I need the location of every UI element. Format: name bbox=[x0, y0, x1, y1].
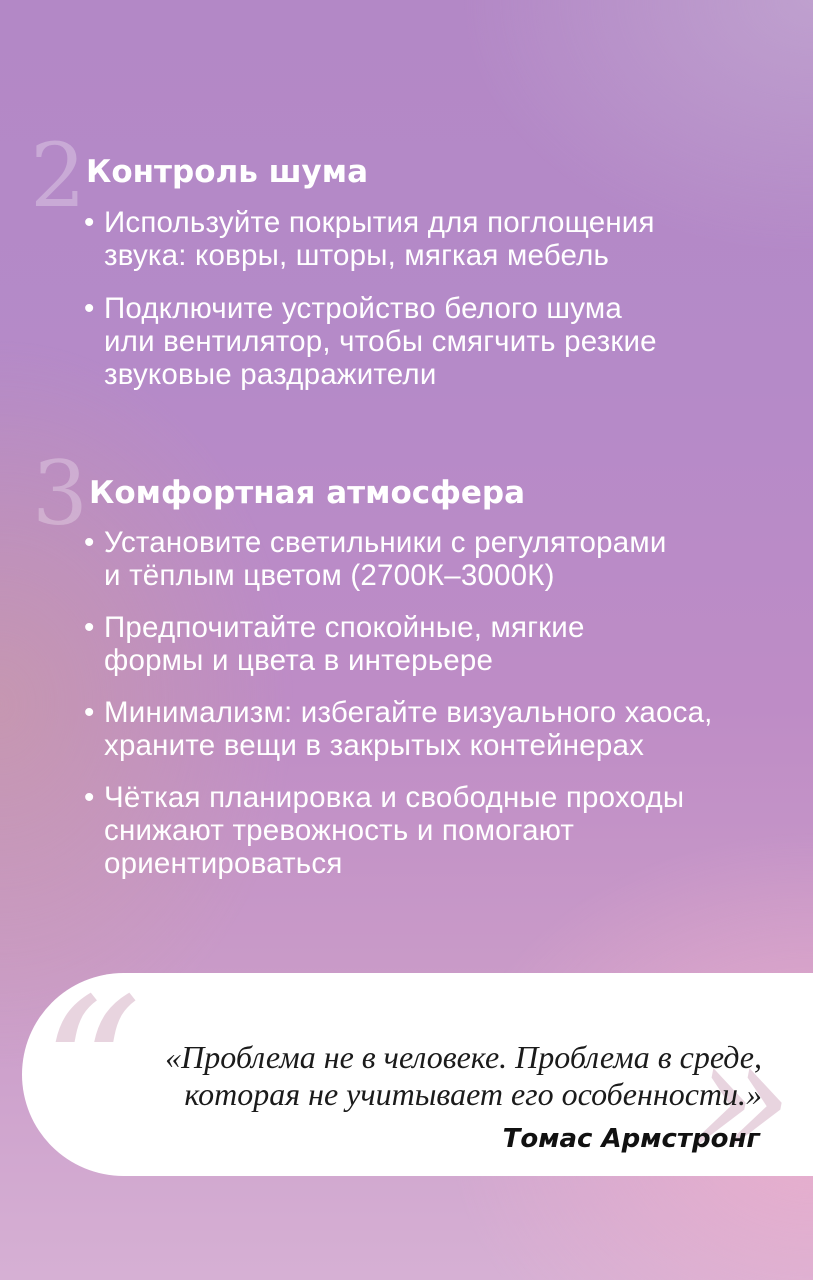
quote-author: Томас Армстронг bbox=[502, 1124, 760, 1154]
list-item bbox=[84, 611, 784, 677]
section-number: 3 bbox=[32, 442, 88, 545]
bullet-text: Используйте покрытия для поглощения звука: ковры, шторы, мягкая мебель bbox=[104, 206, 655, 272]
bullet-icon: • bbox=[84, 292, 95, 325]
bullet-icon: • bbox=[84, 206, 95, 239]
bullet-list bbox=[84, 526, 784, 880]
bullet-list bbox=[84, 206, 784, 391]
open-quote-icon: “ bbox=[40, 973, 143, 1176]
list-item bbox=[84, 696, 784, 762]
close-quote-icon: » bbox=[690, 999, 795, 1176]
section-title: Контроль шума bbox=[86, 154, 368, 190]
bullet-text: Подключите устройство белого шума или вентилятор, чтобы смягчить резкие звуковые раздражители bbox=[104, 292, 657, 391]
bullet-icon: • bbox=[84, 781, 95, 814]
section-number: 2 bbox=[30, 124, 86, 227]
bullet-text: Предпочитайте спокойные, мягкие формы и цвета в интерьере bbox=[104, 611, 585, 677]
list-item bbox=[84, 526, 784, 592]
bullet-text: Установите светильники с регуляторами и тёплым цветом (2700К–3000К) bbox=[104, 526, 667, 592]
bullet-icon: • bbox=[84, 526, 95, 559]
quote-card bbox=[22, 973, 813, 1176]
section-title: Комфортная атмосфера bbox=[89, 475, 526, 511]
bullet-text: Минимализм: избегайте визуального хаоса, храните вещи в закрытых контейнерах bbox=[104, 696, 713, 762]
list-item bbox=[84, 206, 784, 272]
bullet-text: Чёткая планировка и свободные проходы снижают тревожность и помогают ориентироваться bbox=[104, 781, 685, 880]
list-item bbox=[84, 781, 784, 880]
list-item bbox=[84, 292, 784, 391]
bullet-icon: • bbox=[84, 611, 95, 644]
bullet-icon: • bbox=[84, 696, 95, 729]
quote-text: «Проблема не в человеке. Проблема в среде, которая не учитывает его особенности.» bbox=[165, 1039, 762, 1112]
